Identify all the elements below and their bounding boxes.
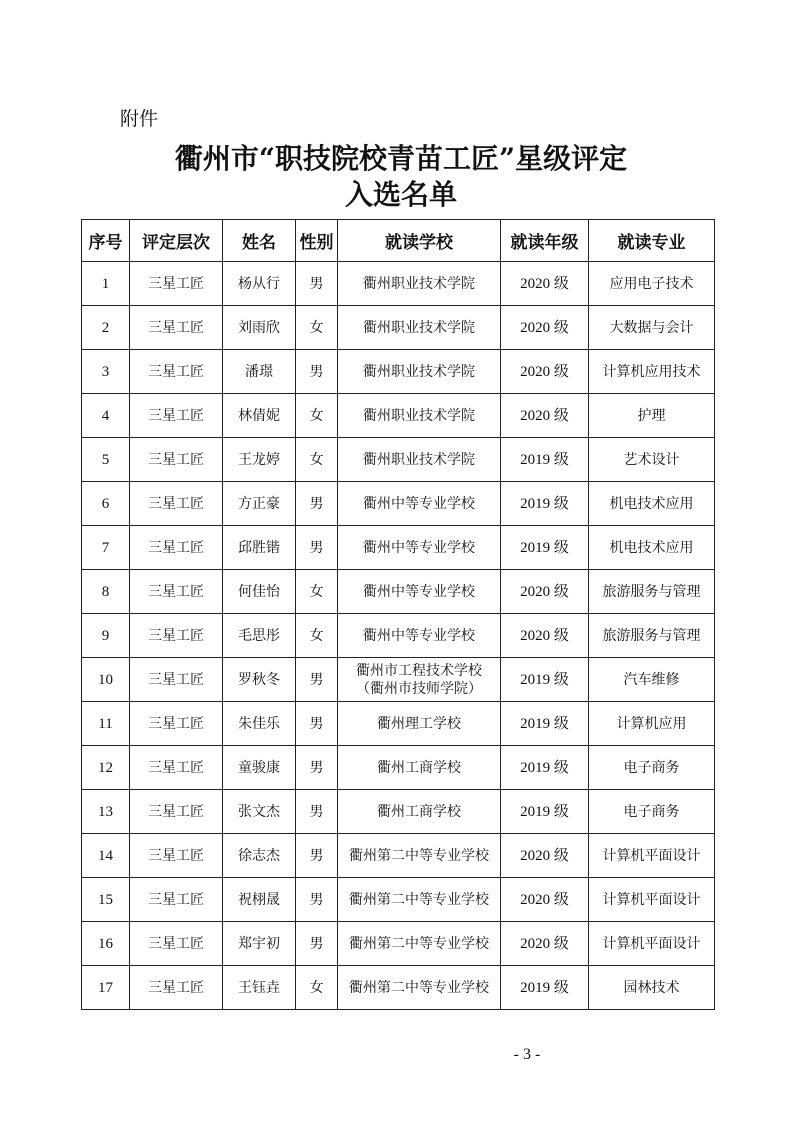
page-number: - 3 - (513, 1046, 541, 1063)
school-name-line2: （衢州市技师学院） (356, 680, 482, 697)
cell-serial: 15 (82, 878, 130, 922)
cell-name: 毛思彤 (223, 614, 296, 658)
document-title-line1: 衢州市“职技院校青苗工匠”星级评定 (174, 142, 628, 175)
cell-major: 电子商务 (589, 790, 715, 834)
cell-level: 三星工匠 (130, 482, 223, 526)
cell-school: 衢州中等专业学校 (338, 482, 501, 526)
cell-major: 大数据与会计 (589, 306, 715, 350)
cell-gender: 女 (296, 570, 338, 614)
cell-major: 园林技术 (589, 966, 715, 1010)
cell-name: 罗秋冬 (223, 658, 296, 702)
cell-grade: 2019 级 (501, 702, 589, 746)
cell-grade: 2019 级 (501, 746, 589, 790)
cell-level: 三星工匠 (130, 614, 223, 658)
table-row (82, 746, 715, 790)
header-serial: 序号 (82, 220, 130, 262)
cell-level: 三星工匠 (130, 570, 223, 614)
cell-major: 计算机应用技术 (589, 350, 715, 394)
cell-school: 衢州工商学校 (338, 790, 501, 834)
cell-level: 三星工匠 (130, 438, 223, 482)
cell-level: 三星工匠 (130, 262, 223, 306)
cell-serial: 8 (82, 570, 130, 614)
table-row (82, 614, 715, 658)
cell-school: 衢州中等专业学校 (338, 570, 501, 614)
cell-level: 三星工匠 (130, 922, 223, 966)
cell-name: 杨从行 (223, 262, 296, 306)
cell-name: 郑宇初 (223, 922, 296, 966)
cell-name: 邱胜锴 (223, 526, 296, 570)
table-row (82, 350, 715, 394)
cell-major: 护理 (589, 394, 715, 438)
cell-major: 计算机应用 (589, 702, 715, 746)
cell-serial: 4 (82, 394, 130, 438)
cell-serial: 5 (82, 438, 130, 482)
cell-grade: 2020 级 (501, 262, 589, 306)
cell-level: 三星工匠 (130, 790, 223, 834)
table-row (82, 526, 715, 570)
cell-grade: 2019 级 (501, 526, 589, 570)
cell-grade: 2019 级 (501, 966, 589, 1010)
cell-grade: 2020 级 (501, 922, 589, 966)
cell-name: 王钰垚 (223, 966, 296, 1010)
table-row (82, 702, 715, 746)
selection-list-table (81, 219, 715, 1010)
table-row (82, 658, 715, 702)
cell-school: 衢州第二中等专业学校 (338, 922, 501, 966)
cell-major: 电子商务 (589, 746, 715, 790)
cell-serial: 6 (82, 482, 130, 526)
cell-level: 三星工匠 (130, 306, 223, 350)
header-grade: 就读年级 (501, 220, 589, 262)
table-row (82, 262, 715, 306)
header-major: 就读专业 (589, 220, 715, 262)
cell-serial: 2 (82, 306, 130, 350)
cell-major: 计算机平面设计 (589, 878, 715, 922)
cell-school (338, 658, 501, 702)
table-row (82, 878, 715, 922)
cell-gender: 男 (296, 834, 338, 878)
cell-grade: 2020 级 (501, 394, 589, 438)
cell-gender: 女 (296, 306, 338, 350)
cell-level: 三星工匠 (130, 966, 223, 1010)
cell-name: 刘雨欣 (223, 306, 296, 350)
cell-gender: 男 (296, 746, 338, 790)
table-row (82, 306, 715, 350)
cell-serial: 14 (82, 834, 130, 878)
cell-level: 三星工匠 (130, 878, 223, 922)
cell-name: 王龙婷 (223, 438, 296, 482)
attachment-label: 附件 (120, 108, 159, 130)
cell-name: 童骏康 (223, 746, 296, 790)
table-row (82, 482, 715, 526)
cell-name: 何佳怡 (223, 570, 296, 614)
cell-level: 三星工匠 (130, 526, 223, 570)
cell-gender: 女 (296, 614, 338, 658)
cell-grade: 2020 级 (501, 570, 589, 614)
cell-name: 张文杰 (223, 790, 296, 834)
cell-gender: 男 (296, 658, 338, 702)
cell-name: 方正豪 (223, 482, 296, 526)
cell-school: 衢州职业技术学院 (338, 394, 501, 438)
cell-gender: 男 (296, 790, 338, 834)
cell-major: 机电技术应用 (589, 482, 715, 526)
cell-name: 祝栩晟 (223, 878, 296, 922)
cell-gender: 男 (296, 702, 338, 746)
cell-level: 三星工匠 (130, 746, 223, 790)
cell-level: 三星工匠 (130, 702, 223, 746)
cell-school: 衢州中等专业学校 (338, 526, 501, 570)
cell-serial: 10 (82, 658, 130, 702)
cell-level: 三星工匠 (130, 350, 223, 394)
header-name: 姓名 (223, 220, 296, 262)
cell-major: 汽车维修 (589, 658, 715, 702)
cell-gender: 女 (296, 438, 338, 482)
table-row (82, 966, 715, 1010)
cell-major: 旅游服务与管理 (589, 614, 715, 658)
cell-serial: 12 (82, 746, 130, 790)
table-row (82, 922, 715, 966)
cell-grade: 2019 级 (501, 438, 589, 482)
cell-serial: 1 (82, 262, 130, 306)
cell-school: 衢州第二中等专业学校 (338, 966, 501, 1010)
cell-school: 衢州职业技术学院 (338, 438, 501, 482)
school-name-line1: 衢州市工程技术学校 (356, 662, 482, 679)
cell-serial: 17 (82, 966, 130, 1010)
cell-gender: 男 (296, 350, 338, 394)
cell-level: 三星工匠 (130, 394, 223, 438)
cell-serial: 13 (82, 790, 130, 834)
table-row (82, 394, 715, 438)
cell-name: 朱佳乐 (223, 702, 296, 746)
cell-grade: 2020 级 (501, 350, 589, 394)
cell-grade: 2019 级 (501, 658, 589, 702)
cell-serial: 3 (82, 350, 130, 394)
table-row (82, 438, 715, 482)
cell-name: 林倩妮 (223, 394, 296, 438)
cell-major: 计算机平面设计 (589, 922, 715, 966)
cell-gender: 男 (296, 878, 338, 922)
cell-major: 机电技术应用 (589, 526, 715, 570)
document-title-line2: 入选名单 (344, 178, 457, 211)
cell-school: 衢州理工学校 (338, 702, 501, 746)
cell-grade: 2019 级 (501, 482, 589, 526)
table-row (82, 790, 715, 834)
cell-grade: 2020 级 (501, 306, 589, 350)
cell-level: 三星工匠 (130, 658, 223, 702)
cell-serial: 9 (82, 614, 130, 658)
cell-gender: 男 (296, 526, 338, 570)
table-header-row (82, 220, 715, 262)
cell-serial: 7 (82, 526, 130, 570)
cell-major: 艺术设计 (589, 438, 715, 482)
cell-major: 应用电子技术 (589, 262, 715, 306)
cell-name: 徐志杰 (223, 834, 296, 878)
cell-level: 三星工匠 (130, 834, 223, 878)
cell-grade: 2019 级 (501, 790, 589, 834)
cell-gender: 男 (296, 262, 338, 306)
cell-major: 旅游服务与管理 (589, 570, 715, 614)
cell-grade: 2020 级 (501, 878, 589, 922)
header-school: 就读学校 (338, 220, 501, 262)
header-level: 评定层次 (130, 220, 223, 262)
cell-major: 计算机平面设计 (589, 834, 715, 878)
cell-school: 衢州职业技术学院 (338, 306, 501, 350)
cell-school: 衢州工商学校 (338, 746, 501, 790)
cell-gender: 男 (296, 922, 338, 966)
cell-grade: 2020 级 (501, 614, 589, 658)
table-row (82, 570, 715, 614)
cell-school: 衢州职业技术学院 (338, 350, 501, 394)
table-row (82, 834, 715, 878)
cell-gender: 女 (296, 966, 338, 1010)
cell-serial: 11 (82, 702, 130, 746)
cell-gender: 女 (296, 394, 338, 438)
cell-school: 衢州职业技术学院 (338, 262, 501, 306)
cell-name: 潘璟 (223, 350, 296, 394)
cell-school: 衢州第二中等专业学校 (338, 834, 501, 878)
cell-serial: 16 (82, 922, 130, 966)
cell-school: 衢州中等专业学校 (338, 614, 501, 658)
cell-gender: 男 (296, 482, 338, 526)
cell-grade: 2020 级 (501, 834, 589, 878)
cell-school: 衢州第二中等专业学校 (338, 878, 501, 922)
header-gender: 性别 (296, 220, 338, 262)
